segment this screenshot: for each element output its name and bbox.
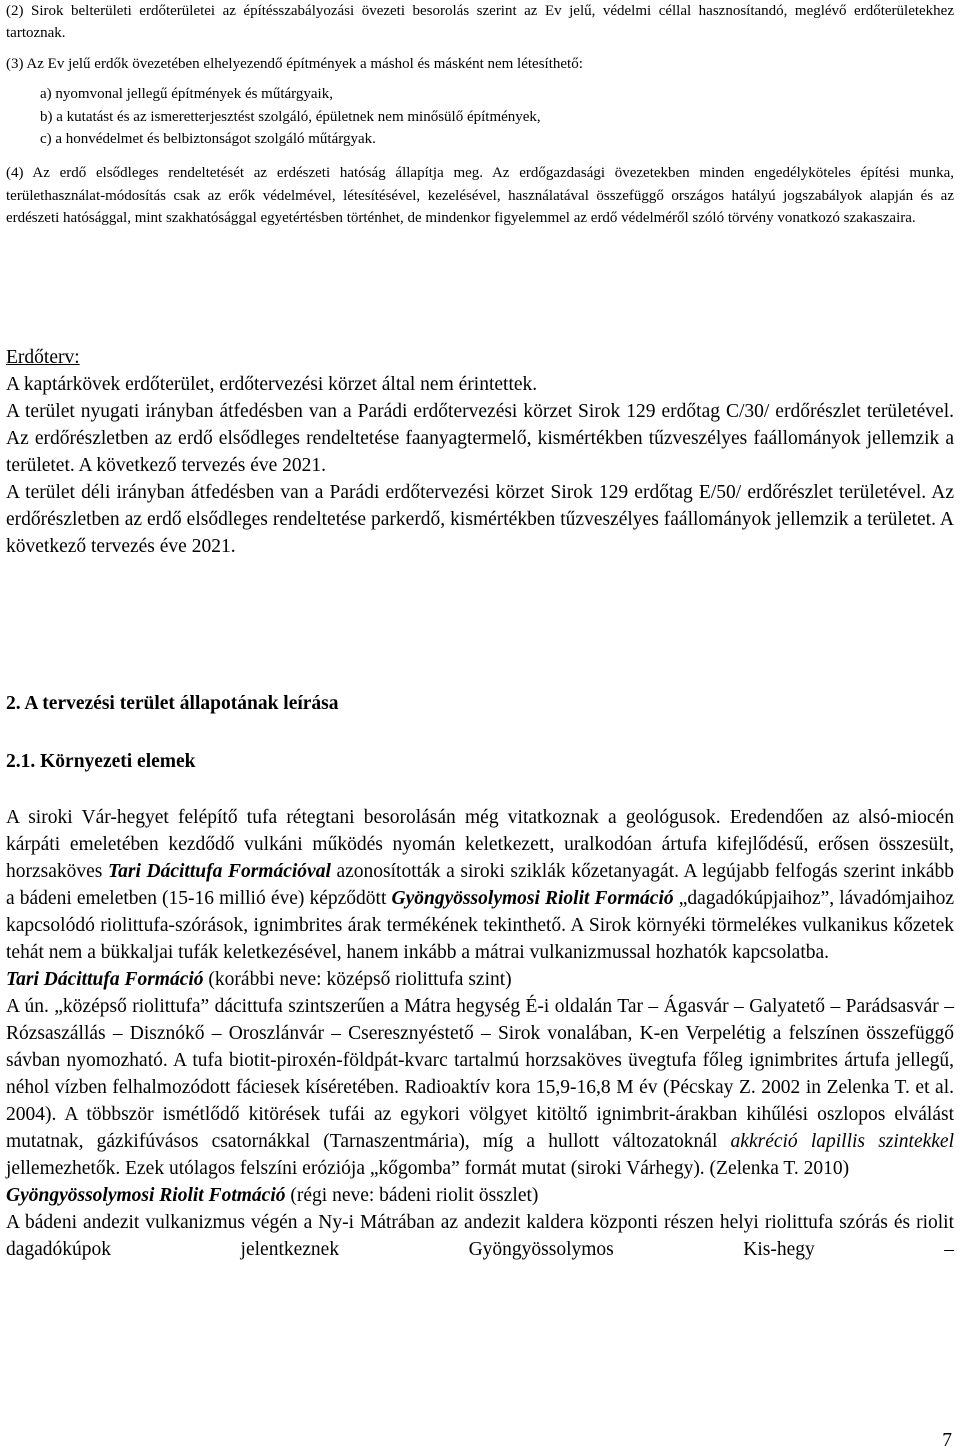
section-2-title: 2. A tervezési terület állapotának leírása [6, 693, 339, 714]
body-paragraph-3: A bádeni andezit vulkanizmus végén a Ny-i Mátrában az andezit kaldera központi részen helyi riolittufa szórás és riolit dagadókúpok jelentkeznek Gyöngyössolymos Kis-hegy – [6, 1212, 954, 1260]
ordinance-block [6, 0, 954, 230]
paragraph-4: (4) Az erdő elsődleges rendeltetését az erdészeti hatóság állapítja meg. Az erdőgazdasági övezetekben minden engedélyköteles építési munka, területhasználat-módosítás csak az erők védelmével, létesítésével, kezelésével, használatával összefüggő országos hatályú jogszabályok alapján és az erdészeti hatósággal, mint szakhatósággal egyetértésben történhet, de mindenkor figyelemmel az erdő védelméről szóló törvény vonatkozó szakaszaira. [6, 165, 954, 227]
subheading-tari: Tari Dácittufa Formáció (korábbi neve: középső riolittufa szint) [6, 969, 512, 990]
emphasis-akkrecio: akkréció lapillis szintekkel [730, 1131, 954, 1152]
body-text [6, 804, 954, 1263]
erdoterv-paragraph-south: A terület déli irányban átfedésben van a Parádi erdőtervezési körzet Sirok 129 erdőtag E/50/ erdőrészlet területével. Az erdőrészletben az erdő elsődleges rendeltetése parkerdő, kismértékben tűzveszélyes faállományok jellemzik a területet. A következő tervezés éve 2021. [6, 482, 954, 557]
erdoterv-paragraph-west: A terület nyugati irányban átfedésben van a Parádi erdőtervezési körzet Sirok 129 erdőtag C/30/ erdőrészlet területével. Az erdőrészletben az erdő elsődleges rendeltetése faanyagtermelő, kismértékben tűzveszélyes faállományok jellemzik a területet. A következő tervezés éve 2021. [6, 401, 954, 476]
body-paragraph-2: A ún. „középső riolittufa” dácittufa szintszerűen a Mátra hegység É-i oldalán Tar – Ágasvár – Galyatető – Parádsasvár – Rózsaszállás – Disznókő – Oroszlánvár – Cseresznyéstető – Sirok vonalában, K-en Verpelétig a felszínen összefüggő sávban nyomozható. A tufa biotit-piroxén-földpát-kvarc tartalmú horzsaköves üvegtufa főleg ignimbrites ártufa jellegű, néhol vízben felhalmozódott fáciesek kíséretében. Radioaktív kora 15,9-16,8 M év (Pécskay Z. 2002 in Zelenka T. et al. 2004). A többször ismétlődő kitörések tufái az egykori völgyet kitöltő ignimbrit-árakban kihűlési oszlopos elválást mutatnak, gázkifúvásos csatornákkal (Tarnaszentmária), míg a hullott változatoknál akkréció lapillis szintekkel jellemezhetők. Ezek utólagos felszíni eróziója „kőgomba” formát mutat (siroki Várhegy). (Zelenka T. 2010) [6, 996, 954, 1179]
paragraph-3-list [6, 83, 954, 150]
list-item: b) a kutatást és az ismeretterjesztést szolgáló, épületnek nem minősülő építmények, [40, 108, 541, 125]
page-number: 7 [942, 1430, 952, 1451]
formation-name-tari: Tari Dácittufa Formációval [108, 861, 331, 882]
subheading-gyongyossolymosi: Gyöngyössolymosi Riolit Fotmáció (régi neve: bádeni riolit összlet) [6, 1185, 539, 1206]
section-2-1-title: 2.1. Környezeti elemek [6, 751, 196, 772]
erdoterv-heading: Erdőterv: [6, 347, 80, 368]
body-paragraph-1: A siroki Vár-hegyet felépítő tufa rétegtani besorolásán még vitatkoznak a geológusok. Eredendően az alsó-miocén kárpáti emeletében kezdődő vulkáni működés nyomán keletkezett, uralkodóan ártufa kifejlődésű, erősen összesült, horzsaköves Tari Dácittufa Formációval azonosították a siroki sziklák kőzetanyagát. A legújabb felfogás szerint inkább a bádeni emeletben (15-16 millió éve) képződött Gyöngyössolymosi Riolit Formáció „dagadókúpjaihoz”, lávadómjaihoz kapcsolódó riolittufa-szórások, ignimbrites árak termékének tekinthető. A Sirok környéki törmelékes vulkanikus kőzetek tehát nem a bükkaljai tufák keletkezésével, hanem inkább a mátrai vulkanizmussal hozhatók kapcsolatba. [6, 807, 955, 963]
erdoterv-line: A kaptárkövek erdőterület, erdőtervezési körzet által nem érintettek. [6, 374, 538, 395]
erdoterv-section [6, 344, 954, 560]
paragraph-2: (2) Sirok belterületi erdőterületei az építésszabályozási övezeti besorolás szerint az Ev jelű, védelmi céllal hasznosítandó, meglévő erdőterületekhez tartoznak. [6, 3, 954, 42]
formation-name-gyongyossolymosi: Gyöngyössolymosi Riolit Formáció [391, 888, 674, 909]
paragraph-3-intro: (3) Az Ev jelű erdők övezetében elhelyezendő építmények a máshol és másként nem létesíthető: [6, 55, 583, 72]
list-item: c) a honvédelmet és belbiztonságot szolgáló műtárgyak. [40, 131, 376, 148]
list-item: a) nyomvonal jellegű építmények és műtárgyaik, [40, 86, 333, 103]
